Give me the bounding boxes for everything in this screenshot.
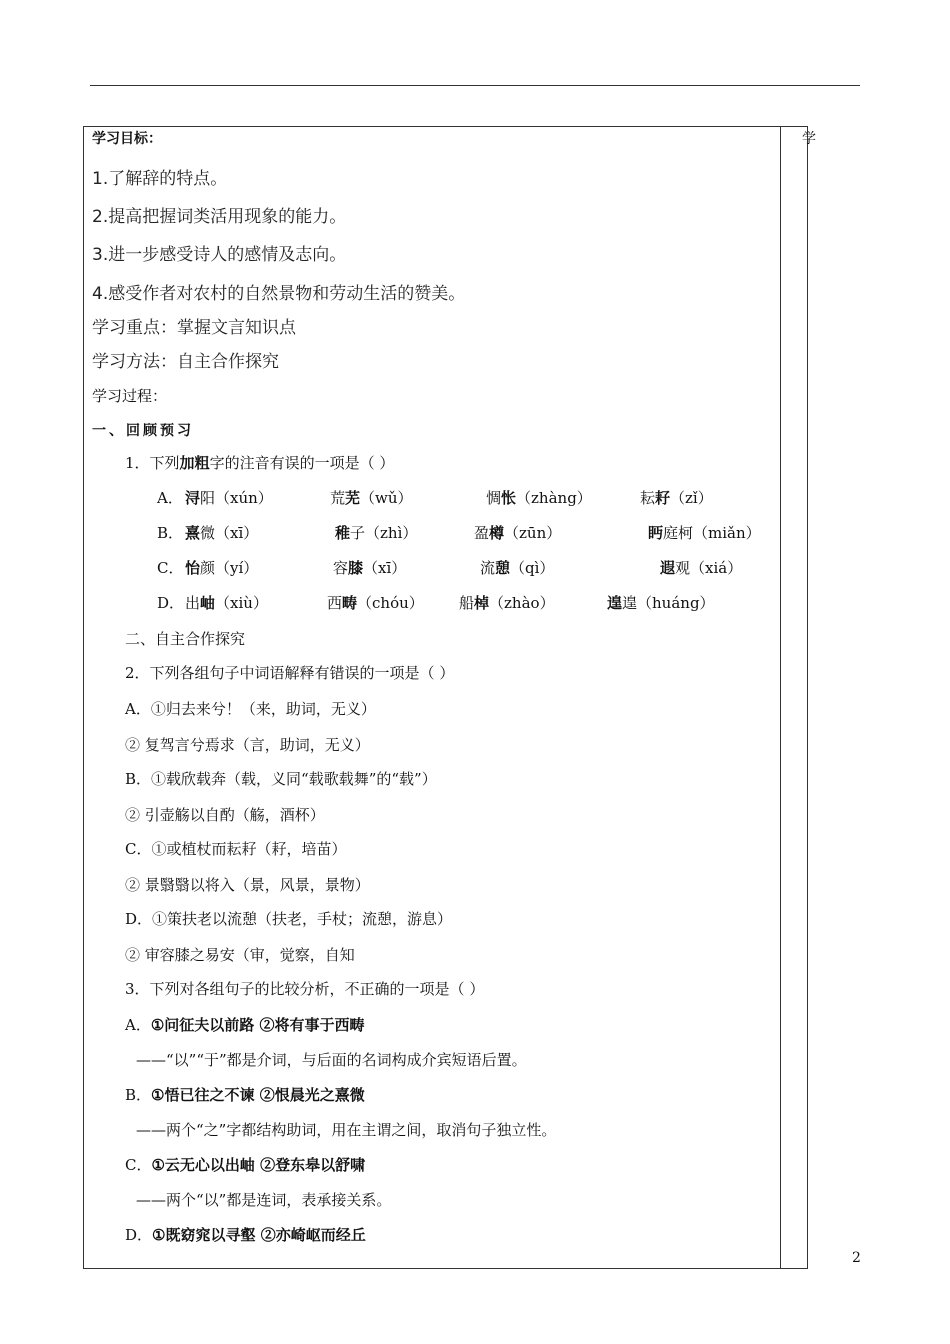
objective-item: 4.感受作者对农村的自然景物和劳动生活的赞美。 [92,284,466,304]
header-rule [90,85,860,86]
question-2-line: ② 复驾言兮焉求（言，助词，无义） [125,736,370,754]
question-2-line: A．①归去来兮！（来，助词，无义） [125,700,376,718]
pinyin-item: 稚子（zhì） [335,524,418,542]
question-3-option: A．①问征夫以前路 ②将有事于西畴 [125,1016,365,1034]
pinyin-item: 出岫（xiù） [185,594,268,612]
pinyin-item: 浔阳（xún） [185,489,273,507]
option-label: B． [157,524,184,542]
section-heading-explore: 二、自主合作探究 [125,630,246,648]
pinyin-item: 耘耔（zǐ） [640,489,713,507]
question-2-line: B．①载欣载奔（载，义同“载歌载舞”的“载”） [125,770,437,788]
objective-item: 2.提高把握词类活用现象的能力。 [92,207,347,227]
pinyin-item: 容膝（xī） [333,559,407,577]
pinyin-item: 熹微（xī） [185,524,259,542]
pinyin-item: 眄庭柯（miǎn） [648,524,761,542]
question-2-line: ② 审容膝之易安（审，觉察，自知 [125,946,355,964]
question-2-line: C．①或植杖而耘耔（耔，培苗） [125,840,347,858]
key-points: 学习重点：掌握文言知识点 [92,318,296,338]
option-label: D． [157,594,185,612]
question-3-analysis: ——两个“以”都是连词，表承接关系。 [136,1191,392,1209]
objectives-heading: 学习目标： [92,131,162,147]
process-heading: 学习过程： [92,387,168,405]
option-label: C． [157,559,184,577]
question-3-analysis: ——两个“之”字都结构助词，用在主谓之间，取消句子独立性。 [136,1121,557,1139]
pinyin-item: 西畴（chóu） [327,594,424,612]
pinyin-item: 遐观（xiá） [660,559,743,577]
question-3-analysis: ——“以”“于”都是介词，与后面的名词构成介宾短语后置。 [136,1051,527,1069]
objective-item: 1.了解辞的特点。 [92,169,228,189]
objective-item: 3.进一步感受诗人的感情及志向。 [92,245,347,265]
pinyin-item: 怡颜（yí） [185,559,259,577]
question-3-option: B．①悟已往之不谏 ②恨晨光之熹微 [125,1086,365,1104]
question-2-line: ② 景翳翳以将入（景，风景，景物） [125,876,370,894]
question-2-stem: 2．下列各组句子中词语解释有错误的一项是（ ） [125,664,455,682]
question-1-stem: 1．下列加粗字的注音有误的一项是（ ） [125,454,395,472]
option-label: A． [157,489,183,507]
question-3-option: C．①云无心以出岫 ②登东皋以舒啸 [125,1156,366,1174]
table-column-divider [780,126,781,1269]
side-column-text: 学 [802,131,816,147]
question-3-option: D．①既窈窕以寻壑 ②亦崎岖而经丘 [125,1226,366,1244]
section-heading-review: 一、回顾预习 [92,423,194,439]
pinyin-item: 船棹（zhào） [459,594,555,612]
pinyin-item: 盈樽（zūn） [474,524,562,542]
page-number: 2 [852,1250,861,1266]
pinyin-item: 遑遑（huáng） [607,594,715,612]
question-2-line: D．①策扶老以流憩（扶老，手杖；流憩，游息） [125,910,453,928]
learning-method: 学习方法：自主合作探究 [92,352,279,372]
pinyin-item: 惆怅（zhàng） [486,489,592,507]
question-2-line: ② 引壶觞以自酌（觞，酒杯） [125,806,325,824]
pinyin-item: 荒芜（wǔ） [330,489,413,507]
question-3-stem: 3．下列对各组句子的比较分析，不正确的一项是（ ） [125,980,485,998]
pinyin-item: 流憩（qì） [480,559,555,577]
